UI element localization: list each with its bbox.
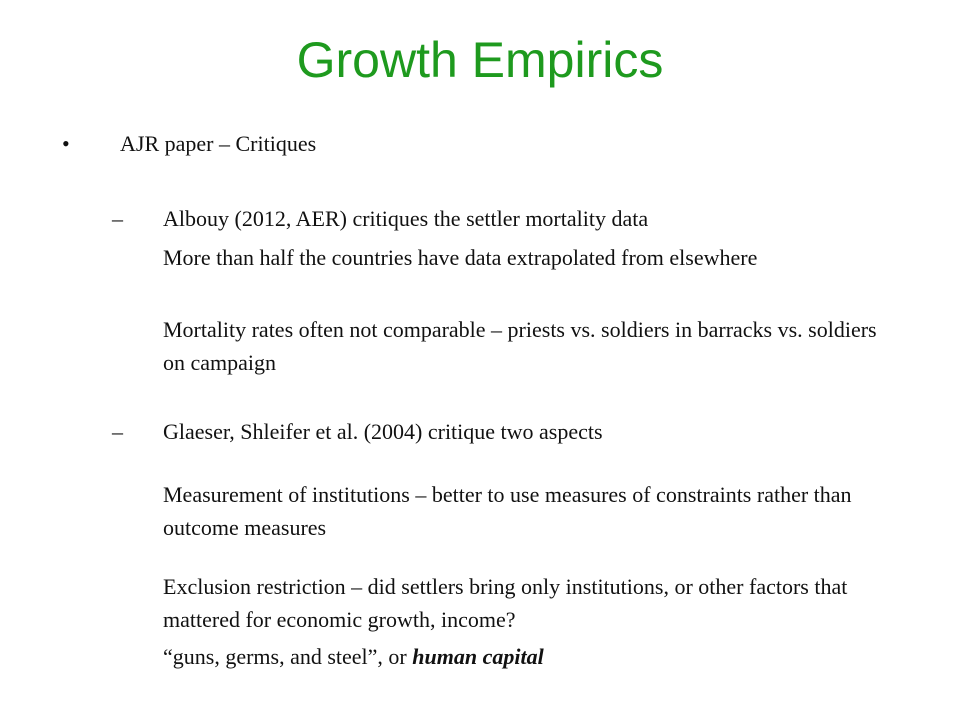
subpoint-albouy: Albouy (2012, AER) critiques the settler mortality data (163, 206, 649, 231)
main-point: AJR paper – Critiques (120, 131, 317, 156)
dash-marker-2: – (112, 419, 123, 444)
slide-title: Growth Empirics (296, 32, 664, 88)
bullet-marker: • (62, 131, 70, 156)
human-capital-emphasis: human capital (412, 644, 544, 669)
glaeser-detail-1: Measurement of institutions – better to use measures of constraints rather than outcome measures (163, 482, 852, 540)
glaeser-detail-2: Exclusion restriction – did settlers bring only institutions, or other factors that mattered for economic growth, income? (163, 574, 848, 632)
glaeser-detail-3 (163, 640, 883, 673)
guns-germs-text: “guns, germs, and steel”, or (163, 644, 413, 669)
albouy-detail-1: More than half the countries have data extrapolated from elsewhere (163, 245, 758, 270)
albouy-detail-2: Mortality rates often not comparable – priests vs. soldiers in barracks vs. soldiers on campaign (163, 317, 877, 375)
dash-marker-1: – (112, 206, 123, 231)
subpoint-glaeser: Glaeser, Shleifer et al. (2004) critique two aspects (163, 419, 603, 444)
